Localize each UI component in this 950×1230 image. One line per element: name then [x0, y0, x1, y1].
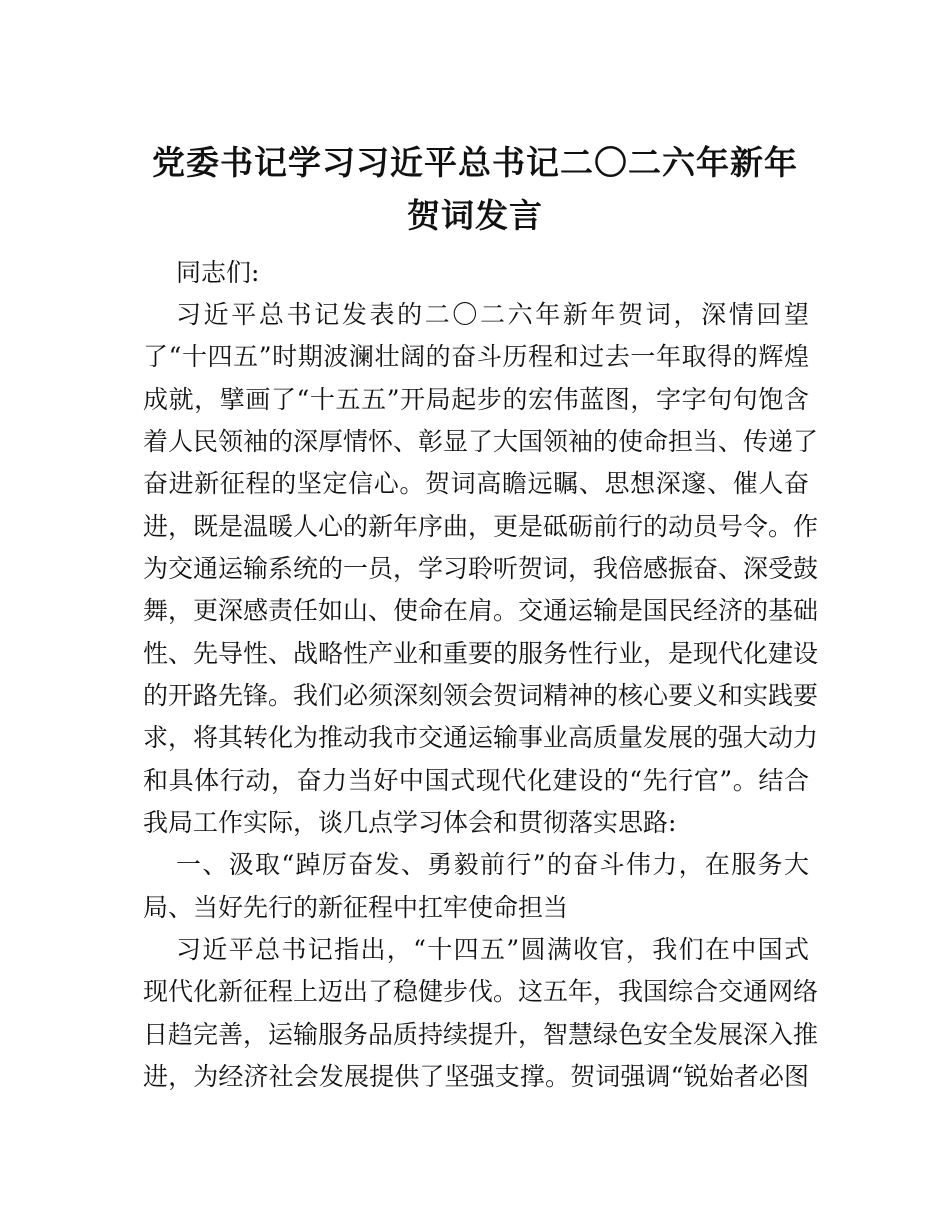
paragraph-line: 进，为经济社会发展提供了坚强支撑。贺词强调“锐始者必图 — [143, 1062, 809, 1091]
paragraph-line: 舞，更深感责任如山、使命在肩。交通运输是国民经济的基础 — [143, 596, 819, 625]
paragraph-line: 进，既是温暖人心的新年序曲，更是砥砺前行的动员号令。作 — [143, 512, 819, 541]
paragraph-line: 成就，擘画了“十五五”开局起步的宏伟蓝图，字字句句饱含 — [143, 385, 809, 414]
paragraph-line: 现代化新征程上迈出了稳健步伐。这五年，我国综合交通网络 — [143, 977, 819, 1006]
paragraph-line: 了“十四五”时期波澜壮阔的奋斗历程和过去一年取得的辉煌 — [143, 342, 809, 371]
document-title-line-2: 贺词发言 — [407, 196, 543, 235]
paragraph-line: 我局工作实际，谈几点学习体会和贯彻落实思路: — [143, 808, 677, 837]
paragraph-line: 的开路先锋。我们必须深刻领会贺词精神的核心要义和实践要 — [143, 681, 819, 710]
section-heading-line: 一、汲取“踔厉奋发、勇毅前行”的奋斗伟力，在服务大 — [176, 850, 809, 879]
paragraph-line: 奋进新征程的坚定信心。贺词高瞻远瞩、思想深邃、催人奋 — [143, 469, 809, 498]
document-title-line-1: 党委书记学习习近平总书记二〇二六年新年 — [152, 143, 798, 182]
paragraph-line: 日趋完善，运输服务品质持续提升，智慧绿色安全发展深入推 — [143, 1020, 819, 1049]
salutation: 同志们: — [176, 258, 260, 287]
paragraph-line: 性、先导性、战略性产业和重要的服务性行业，是现代化建设 — [143, 639, 819, 668]
paragraph-line: 习近平总书记发表的二〇二六年新年贺词，深情回望 — [176, 300, 809, 329]
paragraph-line: 求，将其转化为推动我市交通运输事业高质量发展的强大动力 — [143, 723, 819, 752]
section-heading-line: 局、当好先行的新征程中扛牢使命担当 — [143, 893, 569, 922]
paragraph-line: 和具体行动，奋力当好中国式现代化建设的“先行官”。结合 — [143, 766, 809, 795]
paragraph-line: 为交通运输系统的一员，学习聆听贺词，我倍感振奋、深受鼓 — [143, 554, 819, 583]
paragraph-line: 习近平总书记指出，“十四五”圆满收官，我们在中国式 — [176, 935, 809, 964]
paragraph-line: 着人民领袖的深厚情怀、彰显了大国领袖的使命担当、传递了 — [143, 427, 819, 456]
